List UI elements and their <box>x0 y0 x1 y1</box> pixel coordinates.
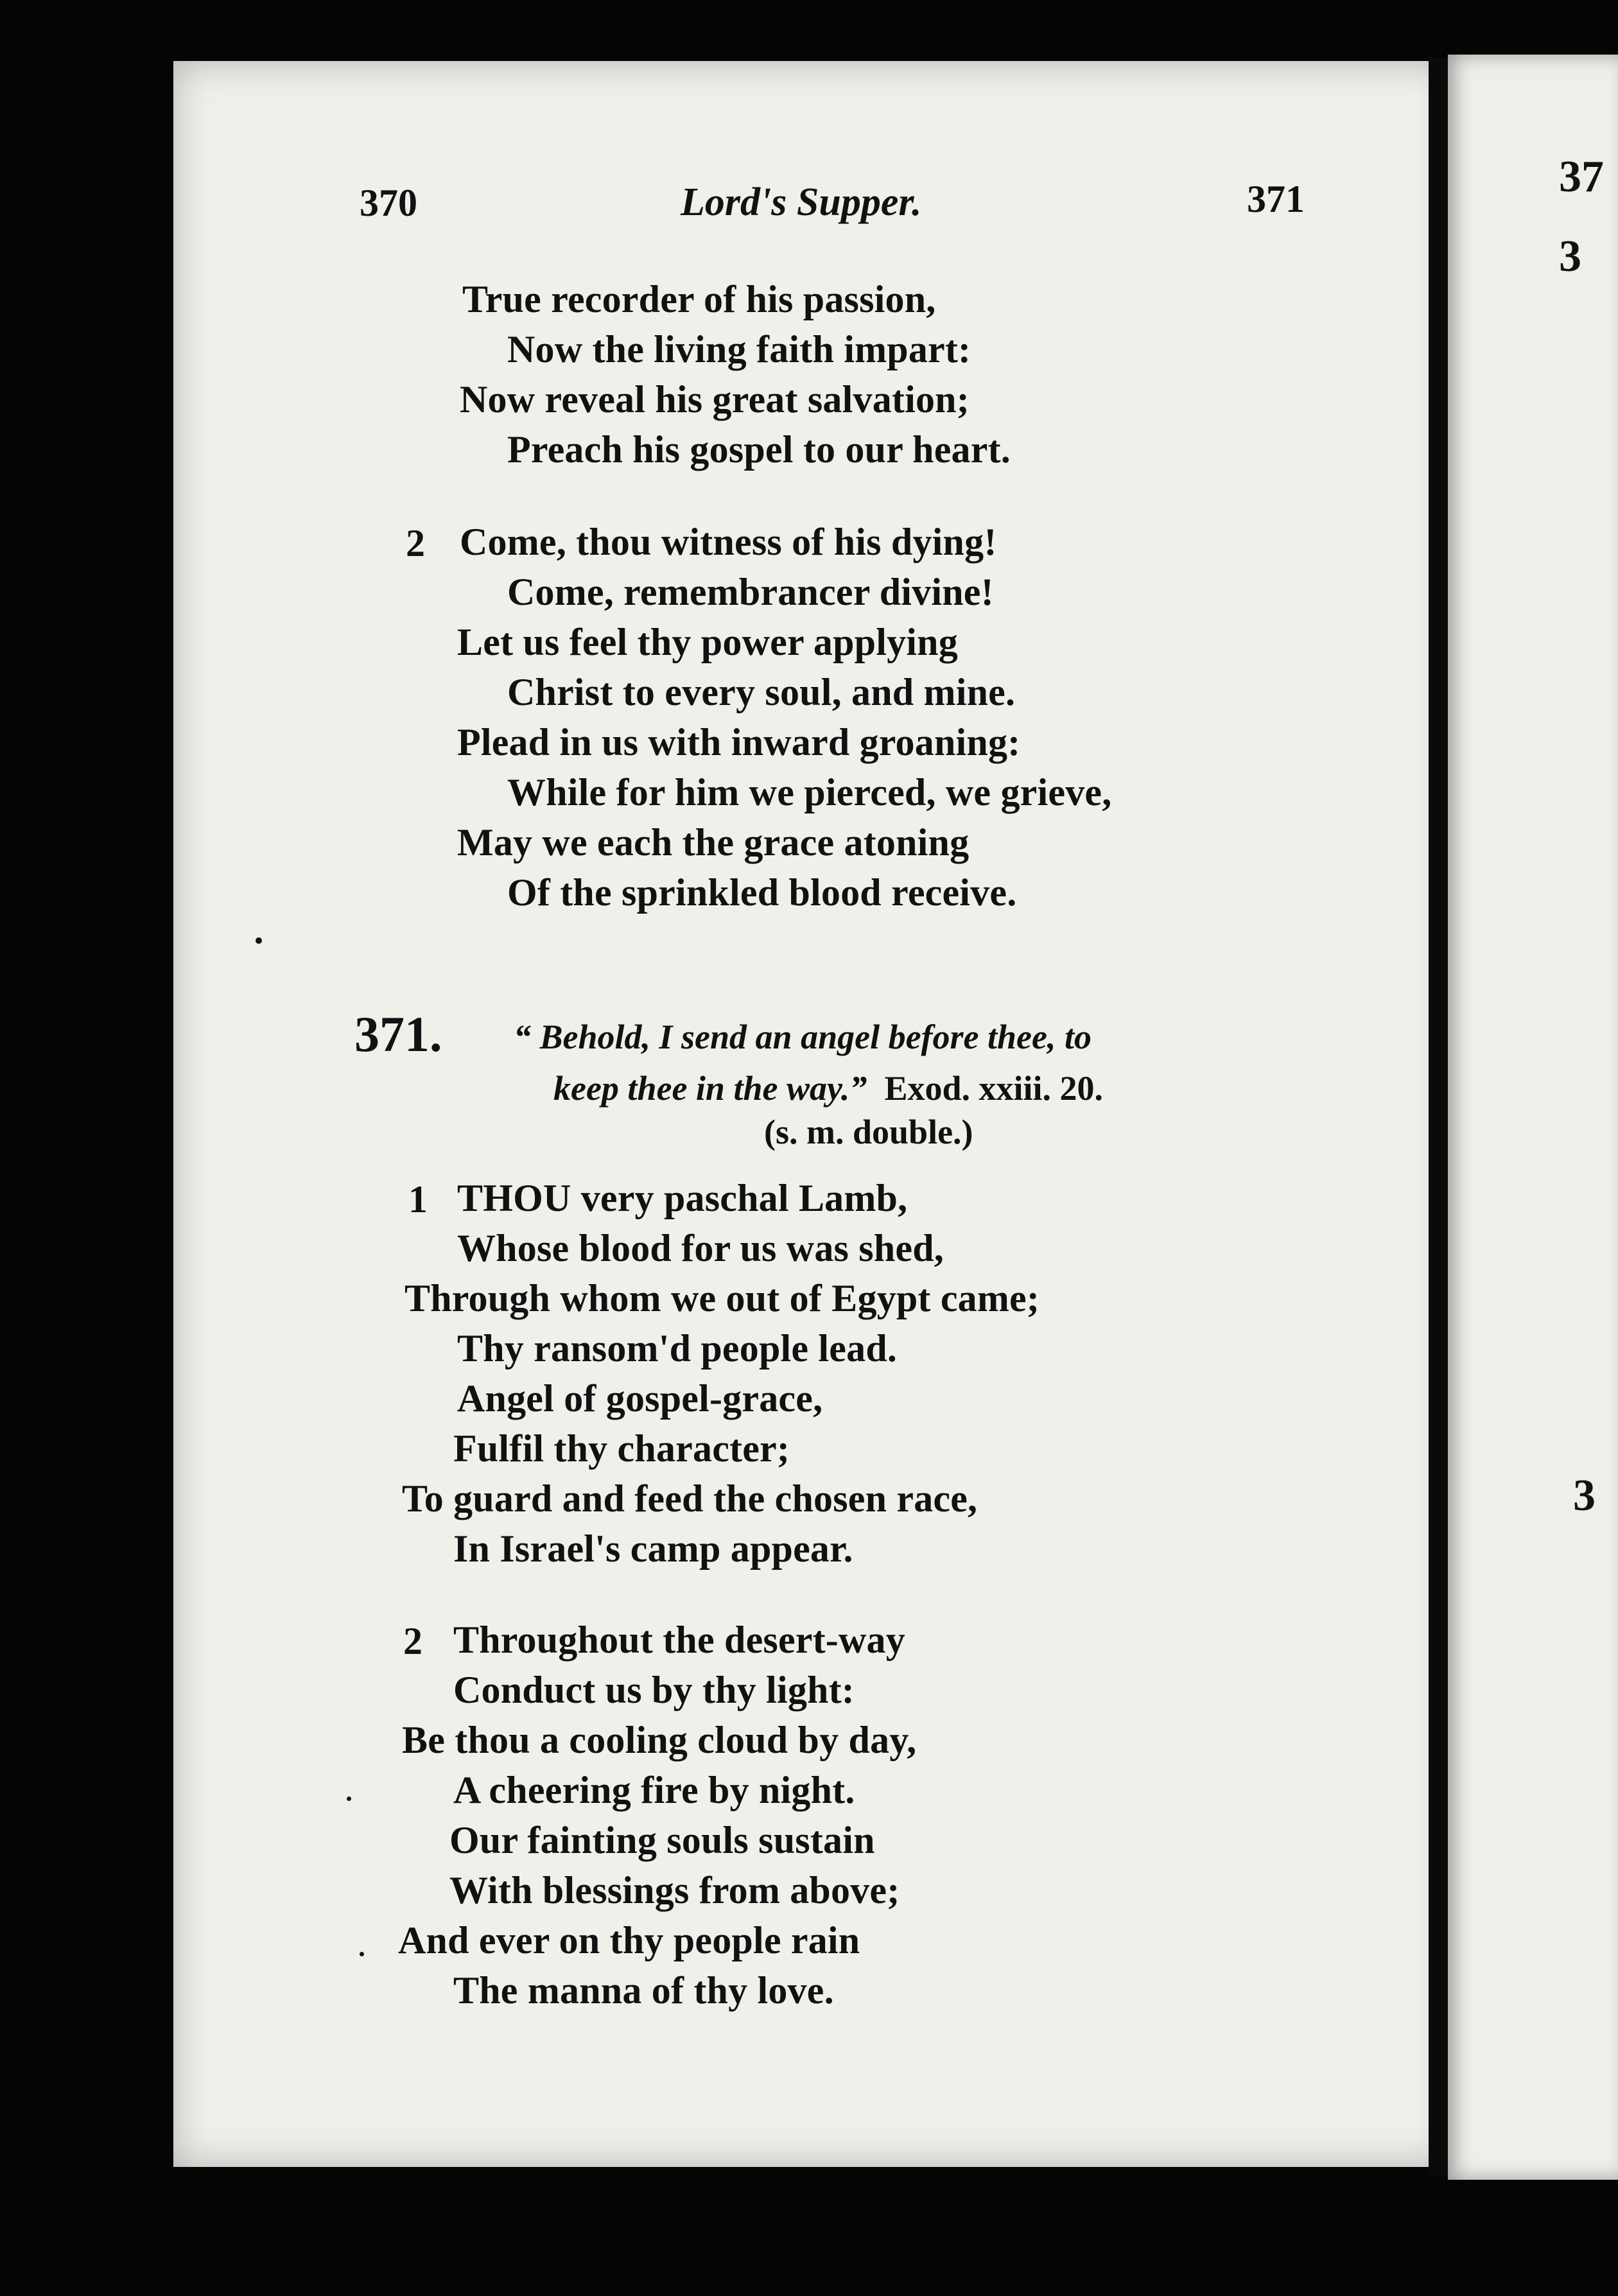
epigraph-quote: “ Behold, I send an angel before thee, to <box>514 1018 1092 1056</box>
running-title: Lord's Supper. <box>681 180 922 224</box>
verse-line: Preach his gospel to our heart. <box>507 428 1011 471</box>
verse-line: Now reveal his great salvation; <box>460 378 970 421</box>
verse-line: May we each the grace atoning <box>457 821 970 864</box>
verse-line: Christ to every soul, and mine. <box>507 671 1016 713</box>
verse-line: Now the living faith impart: <box>507 328 971 370</box>
facing-page-fragment: 37 <box>1559 152 1604 202</box>
verse-line: Conduct us by thy light: <box>453 1669 855 1711</box>
verse-line: Whose blood for us was shed, <box>457 1227 944 1269</box>
meter-label: (s. m. double.) <box>764 1113 973 1151</box>
verse-line: Let us feel thy power applying <box>457 621 958 663</box>
verse-line: THOU very paschal Lamb, <box>457 1177 908 1219</box>
left-page-number: 370 <box>360 182 417 224</box>
verse-line: The manna of thy love. <box>453 1969 834 2012</box>
stanza-number: 2 <box>406 522 425 564</box>
facing-page-edge <box>1448 55 1618 2180</box>
ink-speck <box>256 937 262 944</box>
verse-line: Angel of gospel-grace, <box>457 1377 823 1420</box>
facing-page-fragment: 3 <box>1559 232 1581 281</box>
stanza-number: 1 <box>408 1178 428 1221</box>
book-gutter <box>1429 58 1448 2177</box>
hymn-number: 371. <box>354 1006 442 1062</box>
scripture-reference: Exod. xxiii. 20. <box>884 1069 1103 1108</box>
verse-line: Thy ransom'd people lead. <box>457 1327 898 1370</box>
verse-line: Fulfil thy character; <box>453 1427 790 1470</box>
verse-line: A cheering fire by night. <box>453 1769 855 1811</box>
verse-line: To guard and feed the chosen race, <box>402 1477 978 1520</box>
stanza-number: 2 <box>403 1620 422 1662</box>
ink-speck <box>347 1796 351 1801</box>
verse-line: Throughout the desert-way <box>453 1619 905 1661</box>
verse-line: Come, remembrancer divine! <box>507 571 994 613</box>
verse-line: Of the sprinkled blood receive. <box>507 871 1017 914</box>
right-page-number: 371 <box>1247 178 1305 220</box>
verse-line: While for him we pierced, we grieve, <box>507 771 1112 813</box>
epigraph-line-2 <box>553 1068 1103 1108</box>
verse-line: True recorder of his passion, <box>462 278 936 320</box>
verse-line: Be thou a cooling cloud by day, <box>402 1719 917 1761</box>
verse-line: With blessings from above; <box>449 1869 900 1911</box>
verse-line: And ever on thy people rain <box>398 1919 860 1961</box>
ink-speck <box>360 1952 364 1956</box>
verse-line: Come, thou witness of his dying! <box>460 521 997 563</box>
verse-line: In Israel's camp appear. <box>453 1527 853 1570</box>
verse-line: Plead in us with inward groaning: <box>457 721 1021 763</box>
epigraph-line-1 <box>514 1017 1092 1057</box>
facing-page-fragment: 3 <box>1573 1471 1596 1520</box>
epigraph-quote-end: keep thee in the way.” <box>553 1069 867 1108</box>
verse-line: Our fainting souls sustain <box>449 1819 875 1861</box>
verse-line: Through whom we out of Egypt came; <box>405 1277 1040 1319</box>
